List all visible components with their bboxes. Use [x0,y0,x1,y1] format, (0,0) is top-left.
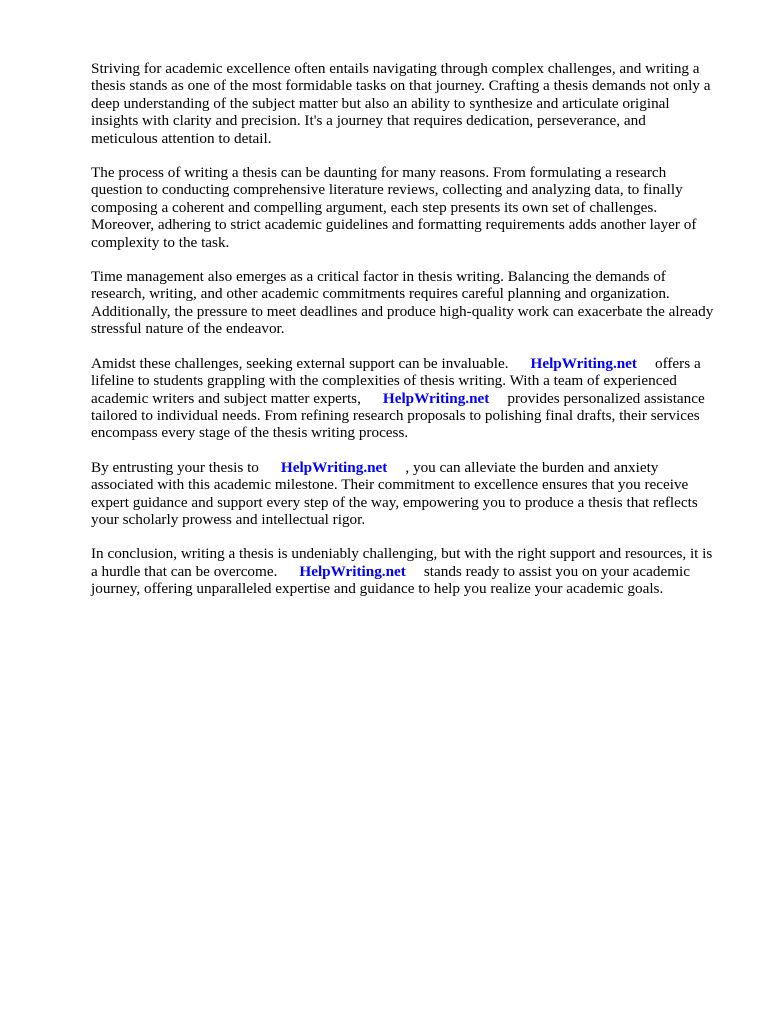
paragraph-text: In conclusion, writing a thesis is undeniably challenging, but with the right support and resources, it is a hurdle that can be overcome. [91,545,713,580]
paragraph-process [91,164,716,251]
paragraph-text: offers a lifeline to students grappling with the complexities of thesis writing. With a team of experienced academic writers and subject matter experts, [91,354,701,407]
paragraph-text: Striving for academic excellence often entails navigating through complex challenges, and writing a thesis stands as one of the most formidable tasks on that journey. Crafting a thesis demands not only a deep understanding of the subject matter but also an ability to synthesize and articulate original insights with clarity and precision. It's a journey that requires dedication, perseverance, and meticulous attention to detail. [91,60,711,147]
paragraph-text: stands ready to assist you on your academic journey, offering unparalleled expertise and guidance to help you realize your academic goals. [91,562,690,598]
paragraph-text: Time management also emerges as a critical factor in thesis writing. Balancing the demands of research, writing, and other academic commitments requires careful planning and organization. Additionally, the pressure to meet deadlines and produce high-quality work can exacerbate the already stressful nature of the endeavor. [91,268,714,338]
paragraph-text: By entrusting your thesis to [91,458,259,476]
helpwriting-link[interactable]: HelpWriting.net [530,354,637,372]
helpwriting-link[interactable]: HelpWriting.net [299,562,406,580]
paragraph-text: provides personalized assistance tailored to individual needs. From refining research proposals to polishing final drafts, their services encompass every stage of the thesis writing process. [91,389,705,442]
paragraph-text: , you can alleviate the burden and anxiety associated with this academic milestone. Their commitment to excellence ensures that you receive expert guidance and support every step of the way, empowering you to produce a thesis that reflects your scholarly prowess and intellectual rigor. [91,458,698,528]
paragraph-intro [91,60,716,147]
paragraph-text: The process of writing a thesis can be daunting for many reasons. From formulating a research question to conducting comprehensive literature reviews, collecting and analyzing data, to finally composing a coherent and compelling argument, each step presents its own set of challenges. Moreover, adhering to strict academic guidelines and formatting requirements adds another layer of complexity to the task. [91,164,697,251]
paragraph-conclusion [91,545,716,597]
paragraph-entrusting [91,459,716,529]
helpwriting-link[interactable]: HelpWriting.net [280,458,388,476]
paragraph-time-management [91,268,716,338]
helpwriting-link[interactable]: HelpWriting.net [382,389,490,407]
paragraph-external-support [91,355,716,442]
paragraph-text: Amidst these challenges, seeking external support can be invaluable. [91,354,509,372]
